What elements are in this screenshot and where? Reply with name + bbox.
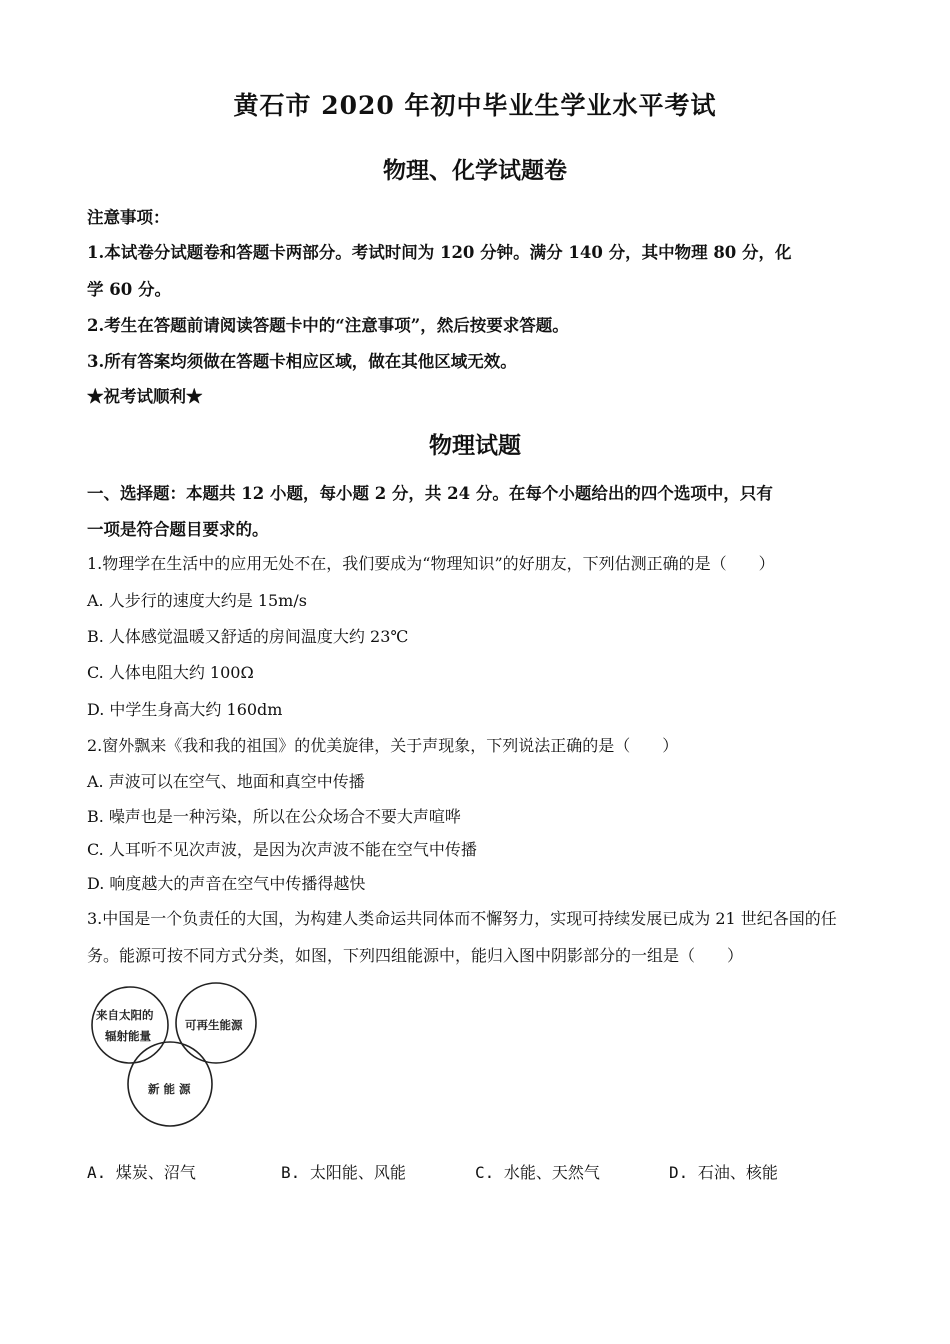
question-1-option-a: A. 人步行的速度大约是 15m/s — [87, 591, 307, 610]
notice-wish: ★祝考试顺利★ — [87, 387, 203, 406]
notice-item-1-line-2: 学 60 分。 — [87, 280, 171, 299]
question-2-option-d: D. 响度越大的声音在空气中传播得越快 — [87, 874, 366, 893]
venn-label-renewable: 可再生能源 — [185, 1018, 243, 1032]
question-3-option-d: D. 石油、核能 — [669, 1163, 778, 1182]
notice-item-2: 2.考生在答题前请阅读答题卡中的“注意事项”，然后按要求答题。 — [87, 316, 569, 335]
notice-item-3: 3.所有答案均须做在答题卡相应区域，做在其他区域无效。 — [87, 352, 517, 371]
question-3-option-a: A. 煤炭、沼气 — [87, 1163, 196, 1182]
question-3-stem-line-1: 3.中国是一个负责任的大国，为构建人类命运共同体而不懈努力，实现可持续发展已成为 21 世纪各国的任 — [87, 909, 837, 928]
question-1-option-d: D. 中学生身高大约 160dm — [87, 700, 283, 719]
notice-item-1-line-1: 1.本试卷分试题卷和答题卡两部分。考试时间为 120 分钟。满分 140 分，其中物理 80 分，化 — [87, 243, 792, 262]
question-2-option-a: A. 声波可以在空气、地面和真空中传播 — [87, 772, 365, 791]
question-3-stem-line-2: 务。能源可按不同方式分类，如图，下列四组能源中，能归入图中阴影部分的一组是（ ） — [87, 946, 744, 965]
question-1-option-b: B. 人体感觉温暖又舒适的房间温度大约 23℃ — [87, 627, 409, 646]
exam-title: 黄石市 2020 年初中毕业生学业水平考试 — [233, 91, 717, 120]
venn-label-solar-line-2: 辐射能量 — [105, 1029, 151, 1043]
venn-diagram — [88, 982, 263, 1128]
question-2-stem: 2.窗外飘来《我和我的祖国》的优美旋律，关于声现象，下列说法正确的是（ ） — [87, 736, 679, 755]
exam-subtitle: 物理、化学试题卷 — [383, 157, 567, 184]
part-1-instructions-line-2: 一项是符合题目要求的。 — [87, 520, 269, 539]
venn-label-solar-line-1: 来自太阳的 — [96, 1008, 154, 1022]
section-title: 物理试题 — [429, 432, 521, 459]
question-1-stem: 1.物理学在生活中的应用无处不在，我们要成为“物理知识”的好朋友，下列估测正确的是（ ） — [87, 554, 775, 573]
question-2-option-c: C. 人耳听不见次声波，是因为次声波不能在空气中传播 — [87, 840, 477, 859]
venn-label-new-energy: 新 能 源 — [148, 1082, 191, 1096]
part-1-instructions-line-1: 一、选择题：本题共 12 小题，每小题 2 分，共 24 分。在每个小题给出的四个选项中，只有 — [87, 484, 773, 503]
question-1-option-c: C. 人体电阻大约 100Ω — [87, 663, 254, 682]
venn-circle-solar — [92, 987, 168, 1063]
notice-heading: 注意事项： — [87, 208, 170, 227]
question-3-option-b: B. 太阳能、风能 — [281, 1163, 406, 1182]
question-2-option-b: B. 噪声也是一种污染，所以在公众场合不要大声喧哗 — [87, 807, 461, 826]
question-3-option-c: C. 水能、天然气 — [475, 1163, 600, 1182]
